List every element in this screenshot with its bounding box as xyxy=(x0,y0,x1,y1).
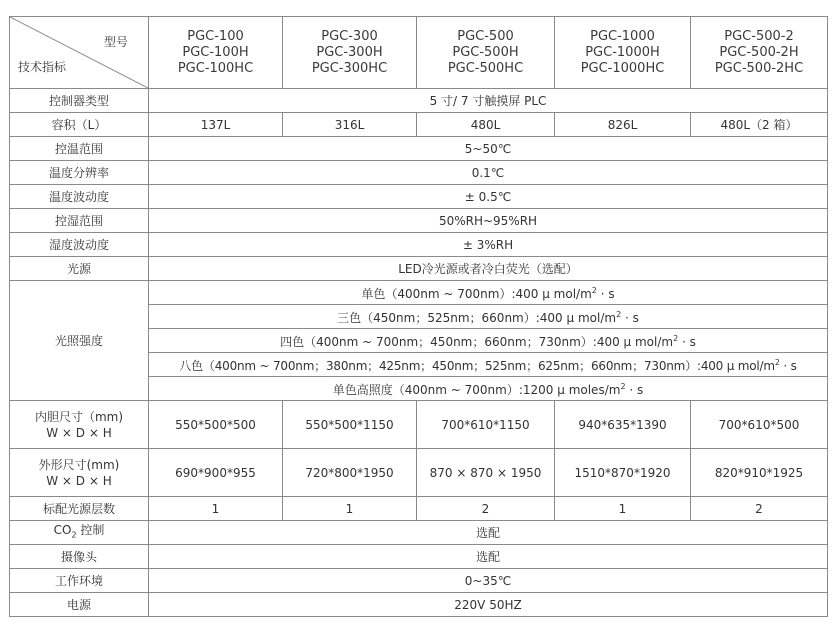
model-col-4 xyxy=(555,17,691,89)
cell-value: 700*610*500 xyxy=(691,401,828,449)
cell-value: 826L xyxy=(555,113,691,137)
model-name: PGC-500HC xyxy=(447,60,524,76)
co2-prefix: CO xyxy=(53,522,72,537)
cell-value: 2 xyxy=(691,497,828,521)
label-line-2: W × D × H xyxy=(46,473,112,488)
model-name: PGC-500H xyxy=(452,44,519,60)
row-label: 湿度波动度 xyxy=(10,233,149,257)
cell-value: 550*500*1150 xyxy=(283,401,417,449)
intensity-line xyxy=(149,305,828,329)
superscript: 2 xyxy=(673,334,679,343)
model-name: PGC-300H xyxy=(316,44,383,60)
row-value: 50%RH~95%RH xyxy=(149,209,828,233)
cell-value: 720*800*1950 xyxy=(283,449,417,497)
row-temp-resolution xyxy=(10,161,828,185)
row-label xyxy=(10,449,149,497)
row-label: 光照强度 xyxy=(10,281,149,401)
row-controller xyxy=(10,89,828,113)
row-humidity-range xyxy=(10,209,828,233)
row-light-layers xyxy=(10,497,828,521)
intensity-text: 单色（400nm ~ 700nm）:400 μ mol/m xyxy=(361,287,592,301)
cell-value: 550*500*500 xyxy=(149,401,283,449)
cell-value: 1 xyxy=(149,497,283,521)
superscript: 2 xyxy=(774,358,780,367)
cell-value: 820*910*1925 xyxy=(691,449,828,497)
row-light-source xyxy=(10,257,828,281)
intensity-line xyxy=(149,353,828,377)
row-label: 温度分辨率 xyxy=(10,161,149,185)
intensity-text: 三色（450nm；525nm；660nm）:400 μ mol/m xyxy=(337,311,617,325)
co2-subscript: 2 xyxy=(71,530,77,540)
intensity-line xyxy=(149,281,828,305)
row-label: 标配光源层数 xyxy=(10,497,149,521)
row-co2 xyxy=(10,521,828,545)
header-row xyxy=(10,17,828,89)
row-value: 0~35℃ xyxy=(149,569,828,593)
intensity-text: 单色高照度（400nm ~ 700nm）:1200 μ moles/m xyxy=(332,383,621,397)
model-col-3 xyxy=(417,17,555,89)
model-name: PGC-1000HC xyxy=(580,60,665,76)
label-line-1: 外形尺寸(mm) xyxy=(38,457,120,472)
row-label: 控制器类型 xyxy=(10,89,149,113)
model-name: PGC-100HC xyxy=(177,60,254,76)
model-name: PGC-500-2 xyxy=(724,28,794,44)
row-label: 电源 xyxy=(10,593,149,617)
superscript: 2 xyxy=(620,382,626,391)
row-humidity-fluctuation xyxy=(10,233,828,257)
intensity-text: 四色（400nm ~ 700nm；450nm；660nm；730nm）:400 μ mol/m xyxy=(280,335,674,349)
co2-suffix: 控制 xyxy=(76,522,105,537)
corner-model-label: 型号 xyxy=(103,35,128,49)
model-col-2 xyxy=(283,17,417,89)
row-camera xyxy=(10,545,828,569)
row-light-intensity-1 xyxy=(10,281,828,305)
cell-value: 316L xyxy=(283,113,417,137)
model-name: PGC-1000H xyxy=(585,44,660,60)
row-label: 容积（L） xyxy=(10,113,149,137)
intensity-unit: · s xyxy=(779,359,797,373)
cell-value: 870 × 870 × 1950 xyxy=(417,449,555,497)
row-temp-range xyxy=(10,137,828,161)
intensity-unit: · s xyxy=(596,287,615,301)
row-value: ± 0.5℃ xyxy=(149,185,828,209)
label-line-2: W × D × H xyxy=(46,425,112,440)
intensity-line xyxy=(149,329,828,353)
cell-value: 480L xyxy=(417,113,555,137)
row-environment xyxy=(10,569,828,593)
spec-table xyxy=(9,16,828,617)
diagonal-line xyxy=(10,17,148,88)
model-name: PGC-500 xyxy=(457,28,514,44)
row-value: 5~50℃ xyxy=(149,137,828,161)
intensity-text: 八色（400nm ~ 700nm；380nm；425nm；450nm；525nm；625nm；660nm；730nm）:400 μ mol/m xyxy=(179,359,775,373)
model-name: PGC-1000 xyxy=(590,28,655,44)
row-label: 温度波动度 xyxy=(10,185,149,209)
row-label xyxy=(10,401,149,449)
intensity-line xyxy=(149,377,828,401)
cell-value: 480L（2 箱） xyxy=(691,113,828,137)
corner-cell xyxy=(10,17,149,89)
cell-value: 137L xyxy=(149,113,283,137)
cell-value: 1 xyxy=(555,497,691,521)
row-inner-size xyxy=(10,401,828,449)
row-label: 光源 xyxy=(10,257,149,281)
cell-value: 690*900*955 xyxy=(149,449,283,497)
label-line-1: 内胆尺寸（mm) xyxy=(34,409,124,424)
model-name: PGC-100 xyxy=(187,28,244,44)
row-power xyxy=(10,593,828,617)
row-temp-fluctuation xyxy=(10,185,828,209)
cell-value: 1 xyxy=(283,497,417,521)
model-col-5 xyxy=(691,17,828,89)
row-value: 0.1℃ xyxy=(149,161,828,185)
row-value: 220V 50HZ xyxy=(149,593,828,617)
model-name: PGC-500-2H xyxy=(719,44,799,60)
cell-value: 2 xyxy=(417,497,555,521)
row-label xyxy=(10,521,149,545)
row-volume xyxy=(10,113,828,137)
intensity-unit: · s xyxy=(621,311,639,325)
row-value: ± 3%RH xyxy=(149,233,828,257)
cell-value: 940*635*1390 xyxy=(555,401,691,449)
model-name: PGC-300HC xyxy=(311,60,388,76)
model-name: PGC-300 xyxy=(321,28,378,44)
model-col-1 xyxy=(149,17,283,89)
model-name: PGC-100H xyxy=(182,44,249,60)
corner-spec-label: 技术指标 xyxy=(18,60,67,74)
row-label: 控湿范围 xyxy=(10,209,149,233)
row-value: 选配 xyxy=(149,545,828,569)
model-name: PGC-500-2HC xyxy=(714,60,804,76)
row-label: 控温范围 xyxy=(10,137,149,161)
superscript: 2 xyxy=(616,310,622,319)
row-label: 工作环境 xyxy=(10,569,149,593)
row-label: 摄像头 xyxy=(10,545,149,569)
row-value: 选配 xyxy=(149,521,828,545)
intensity-unit: · s xyxy=(678,335,696,349)
cell-value: 1510*870*1920 xyxy=(555,449,691,497)
superscript: 2 xyxy=(591,286,597,295)
cell-value: 700*610*1150 xyxy=(417,401,555,449)
intensity-unit: · s xyxy=(625,383,644,397)
row-value: 5 寸/ 7 寸触摸屏 PLC xyxy=(149,89,828,113)
row-outer-size xyxy=(10,449,828,497)
row-value: LED冷光源或者冷白荧光（选配） xyxy=(149,257,828,281)
